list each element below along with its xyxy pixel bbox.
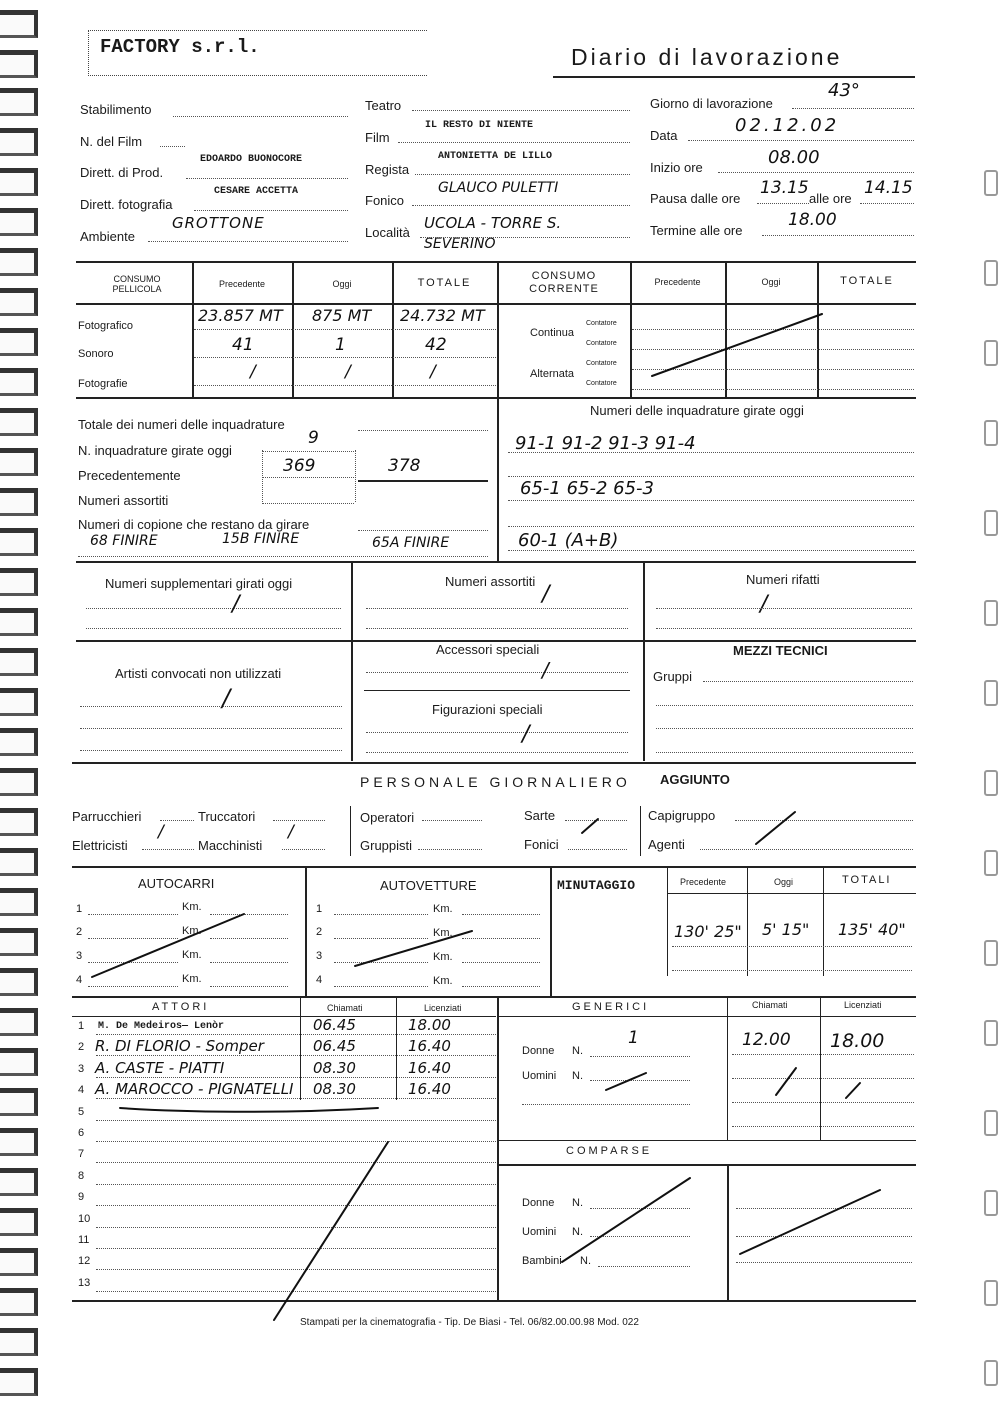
- elettricisti-label: Elettricisti: [72, 838, 128, 853]
- artisti-value: /: [222, 684, 231, 712]
- localita-label: Località: [365, 225, 410, 240]
- attori-row-number: 8: [78, 1170, 85, 1182]
- capigruppo-label: Capigruppo: [648, 808, 716, 823]
- attori-row-number: 7: [78, 1148, 85, 1160]
- pellicola-cell: /: [250, 362, 256, 382]
- autocarri-row-num: 2: [76, 926, 83, 938]
- assortiti-label: Numeri assortiti: [78, 493, 169, 508]
- rifatti-label: Numeri rifatti: [746, 572, 820, 587]
- agenti-label: Agenti: [648, 837, 685, 852]
- corrente-col-precedente: Precedente: [654, 277, 701, 287]
- minutaggio-precedente: 130' 25": [674, 922, 742, 941]
- minutaggio-col-oggi: Oggi: [774, 877, 794, 887]
- truccatori-label: Truccatori: [198, 809, 256, 824]
- pausa-label: Pausa dalle ore: [650, 191, 741, 206]
- localita-value: UCOLA - TORRE S.: [424, 214, 562, 232]
- teatro-label: Teatro: [365, 98, 402, 113]
- generici-licenziati-value: 18.00: [830, 1030, 885, 1052]
- attore-name: A. MAROCCO - PIGNATELLI: [95, 1080, 294, 1098]
- alle-ore-label: alle ore: [809, 191, 852, 206]
- strike-stroke: [274, 1142, 388, 1320]
- attori-row-number: 12: [78, 1255, 91, 1267]
- personale-title: PERSONALE GIORNALIERO: [360, 774, 631, 790]
- data-label: Data: [650, 128, 678, 143]
- company-name: FACTORY s.r.l.: [100, 36, 260, 58]
- pellicola-row-label: Fotografie: [78, 378, 128, 390]
- contatore-label: Contatore: [586, 320, 617, 327]
- numeri-line: 65-1 65-2 65-3: [520, 478, 654, 499]
- comparse-donne-n: N.: [572, 1197, 583, 1209]
- attori-title: ATTORI: [152, 1001, 210, 1013]
- doc-title: Diario di lavorazione: [571, 44, 843, 70]
- giorno-label: Giorno di lavorazione: [650, 96, 773, 111]
- giorno-value: 43°: [828, 80, 860, 101]
- autocarri-row-num: 1: [76, 903, 83, 915]
- n-film-label: N. del Film: [80, 134, 143, 149]
- pellicola-row-label: Sonoro: [78, 348, 114, 360]
- dirett-foto-label: Dirett. fotografia: [80, 197, 173, 212]
- attori-row-number: 4: [78, 1084, 85, 1096]
- regista-value: ANTONIETTA DE LILLO: [438, 151, 553, 162]
- minutaggio-col-totali: TOTALI: [842, 874, 892, 886]
- elettricisti-value: /: [158, 822, 164, 842]
- generici-title: GENERICI: [572, 1001, 650, 1013]
- attore-chiamati: 08.30: [313, 1080, 356, 1098]
- strike-stroke: [756, 812, 795, 844]
- generici-col-licenziati: Licenziati: [844, 1000, 882, 1010]
- girate-oggi-value: 9: [308, 428, 319, 448]
- inizio-label: Inizio ore: [650, 160, 703, 175]
- pellicola-row-label: Fotografico: [78, 320, 134, 332]
- attore-chiamati: 06.45: [313, 1037, 356, 1055]
- personale-title-2: AGGIUNTO: [660, 772, 730, 787]
- autovetture-row-num: 3: [316, 950, 323, 962]
- comparse-uomini-n: N.: [572, 1226, 583, 1238]
- contatore-label: Contatore: [586, 360, 617, 367]
- numeri-line: 91-1 91-2 91-3 91-4: [515, 433, 696, 454]
- strike-stroke: [606, 1073, 646, 1090]
- autovetture-km: Km.: [433, 903, 453, 915]
- corrente-col-oggi: Oggi: [761, 277, 781, 287]
- strike-stroke: [582, 819, 598, 833]
- mezzi-tecnici-title: MEZZI TECNICI: [733, 643, 828, 658]
- sum-value: 378: [388, 456, 421, 476]
- comparse-donne-label: Donne: [522, 1197, 555, 1209]
- attori-row-number: 1: [78, 1020, 85, 1032]
- generici-donne-value: 1: [628, 1028, 639, 1048]
- figurazioni-label: Figurazioni speciali: [432, 702, 543, 717]
- ambiente-label: Ambiente: [80, 229, 135, 244]
- strike-stroke: [846, 1083, 860, 1098]
- fonico-value: GLAUCO PULETTI: [438, 180, 559, 196]
- corrente-col-totale: TOTALE: [840, 275, 894, 287]
- strike-stroke: [355, 931, 472, 966]
- comparse-uomini-label: Uomini: [522, 1226, 557, 1238]
- copione-value: 65A FINIRE: [372, 535, 450, 551]
- consumo-corrente-title: CONSUMO CORRENTE: [529, 270, 599, 295]
- attori-row-number: 10: [78, 1213, 91, 1225]
- autocarri-row-num: 4: [76, 974, 83, 986]
- attore-chiamati: 06.45: [313, 1016, 356, 1034]
- fonici-label: Fonici: [524, 837, 559, 852]
- inizio-value: 08.00: [768, 147, 820, 168]
- attore-name: M. De Medeiros— Lenòr: [98, 1021, 225, 1032]
- stabilimento-label: Stabilimento: [80, 102, 152, 117]
- generici-chiamati-value: 12.00: [742, 1030, 791, 1050]
- regista-label: Regista: [365, 162, 410, 177]
- copione-value: 68 FINIRE: [90, 533, 158, 549]
- attori-col-licenziati: Licenziati: [424, 1003, 462, 1013]
- attore-name: A. CASTE - PIATTI: [95, 1059, 225, 1077]
- autocarri-row-num: 3: [76, 950, 83, 962]
- autovetture-km: Km.: [433, 927, 453, 939]
- continua-label: Continua: [530, 327, 575, 339]
- autocarri-title: AUTOCARRI: [138, 876, 215, 891]
- comparse-bambini-n: N.: [580, 1255, 591, 1267]
- pellicola-col-oggi: Oggi: [332, 279, 352, 289]
- minutaggio-title: MINUTAGGIO: [557, 878, 636, 893]
- consumo-pellicola-title: CONSUMO PELLICOLA: [112, 274, 162, 294]
- data-value: 02.12.02: [735, 115, 840, 136]
- attore-name: R. DI FLORIO - Somper: [95, 1037, 264, 1055]
- dirett-prod-label: Dirett. di Prod.: [80, 165, 164, 180]
- supplementari-value: /: [232, 592, 240, 617]
- autovetture-km: Km.: [433, 951, 453, 963]
- pausa-from-value: 13.15: [760, 178, 809, 198]
- generici-donne-n: N.: [572, 1045, 583, 1057]
- attori-row-number: 11: [78, 1234, 90, 1246]
- numeri-inquadrature-title: Numeri delle inquadrature girate oggi: [590, 403, 804, 418]
- localita-value-2: SEVERINO: [424, 236, 496, 252]
- comparse-bambini-label: Bambini: [522, 1255, 562, 1267]
- strike-stroke: [652, 314, 822, 376]
- pellicola-col-totale: TOTALE: [417, 277, 472, 289]
- pellicola-cell: 875 MT: [312, 306, 372, 325]
- attore-licenziati: 16.40: [408, 1059, 451, 1077]
- pellicola-cell: 1: [335, 335, 346, 355]
- operatori-label: Operatori: [360, 810, 415, 825]
- alternata-label: Alternata: [530, 368, 575, 380]
- strike-stroke: [120, 1108, 378, 1112]
- dirett-prod-value: EDOARDO BUONOCORE: [200, 154, 303, 165]
- precedentemente-label: Precedentemente: [78, 468, 181, 483]
- attori-col-chiamati: Chiamati: [327, 1003, 363, 1013]
- precedentemente-value: 369: [283, 456, 316, 476]
- generici-uomini-n: N.: [572, 1070, 583, 1082]
- strike-stroke: [92, 914, 244, 977]
- attori-row-number: 2: [78, 1041, 85, 1053]
- assortiti-value: /: [542, 582, 550, 607]
- girate-oggi-label: N. inquadrature girate oggi: [78, 443, 232, 458]
- pellicola-cell: 41: [232, 335, 254, 355]
- termine-label: Termine alle ore: [650, 223, 743, 238]
- autocarri-km: Km.: [182, 949, 202, 961]
- parrucchieri-label: Parrucchieri: [72, 809, 142, 824]
- autovetture-km: Km.: [433, 975, 453, 987]
- copione-label: Numeri di copione che restano da girare: [78, 517, 310, 532]
- pellicola-cell: 23.857 MT: [198, 306, 283, 325]
- accessori-label: Accessori speciali: [436, 642, 540, 657]
- attori-row-number: 9: [78, 1191, 85, 1203]
- autovetture-row-num: 1: [316, 903, 323, 915]
- film-value: IL RESTO DI NIENTE: [425, 120, 534, 131]
- attori-row-number: 3: [78, 1063, 85, 1075]
- assortiti-box-label: Numeri assortiti: [445, 574, 536, 589]
- macchinisti-value: /: [288, 822, 294, 842]
- macchinisti-label: Macchinisti: [198, 838, 263, 853]
- autovetture-title: AUTOVETTURE: [380, 878, 477, 893]
- pellicola-cell: /: [430, 362, 436, 382]
- film-label: Film: [365, 130, 390, 145]
- attori-row-number: 6: [78, 1127, 85, 1139]
- comparse-title: COMPARSE: [566, 1145, 653, 1157]
- totale-inquadrature-label: Totale dei numeri delle inquadrature: [78, 417, 285, 432]
- gruppisti-label: Gruppisti: [360, 838, 413, 853]
- sarte-label: Sarte: [524, 808, 556, 823]
- pellicola-cell: 24.732 MT: [400, 306, 485, 325]
- autocarri-km: Km.: [182, 973, 202, 985]
- autovetture-row-num: 2: [316, 926, 323, 938]
- accessori-value: /: [542, 658, 549, 682]
- generici-col-chiamati: Chiamati: [752, 1000, 788, 1010]
- pausa-to-value: 14.15: [864, 178, 913, 198]
- attori-row-number: 13: [78, 1277, 91, 1289]
- numeri-line: 60-1 (A+B): [518, 530, 619, 551]
- strike-stroke: [562, 1178, 690, 1262]
- termine-value: 18.00: [788, 210, 837, 230]
- fonico-label: Fonico: [365, 193, 405, 208]
- pellicola-cell: /: [345, 362, 351, 382]
- contatore-label: Contatore: [586, 340, 617, 347]
- generici-donne-label: Donne: [522, 1045, 555, 1057]
- generici-uomini-label: Uomini: [522, 1070, 557, 1082]
- gruppi-label: Gruppi: [653, 669, 693, 684]
- autocarri-km: Km.: [182, 925, 202, 937]
- attori-row-number: 5: [78, 1106, 85, 1118]
- attore-licenziati: 16.40: [408, 1080, 451, 1098]
- attore-licenziati: 18.00: [408, 1016, 451, 1034]
- contatore-label: Contatore: [586, 380, 617, 387]
- minutaggio-totali: 135' 40": [838, 920, 906, 939]
- autovetture-row-num: 4: [316, 974, 323, 986]
- strike-stroke: [776, 1068, 796, 1095]
- strike-stroke: [740, 1190, 880, 1254]
- rifatti-value: /: [760, 592, 768, 617]
- minutaggio-col-precedente: Precedente: [680, 877, 727, 887]
- artisti-label: Artisti convocati non utilizzati: [115, 666, 282, 681]
- ambiente-value: GROTTONE: [172, 214, 265, 232]
- attore-licenziati: 16.40: [408, 1037, 451, 1055]
- pellicola-col-precedente: Precedente: [218, 279, 266, 289]
- minutaggio-oggi: 5' 15": [762, 920, 810, 939]
- supplementari-label: Numeri supplementari girati oggi: [105, 576, 293, 591]
- pellicola-cell: 42: [425, 335, 447, 355]
- dirett-foto-value: CESARE ACCETTA: [214, 186, 299, 197]
- autocarri-km: Km.: [182, 901, 202, 913]
- footer-text: Stampati per la cinematografia - Tip. De Biasi - Tel. 06/82.00.00.98 Mod. 022: [300, 1317, 639, 1328]
- figurazioni-value: /: [522, 722, 530, 747]
- attore-chiamati: 08.30: [313, 1059, 356, 1077]
- copione-value: 15B FINIRE: [222, 531, 300, 547]
